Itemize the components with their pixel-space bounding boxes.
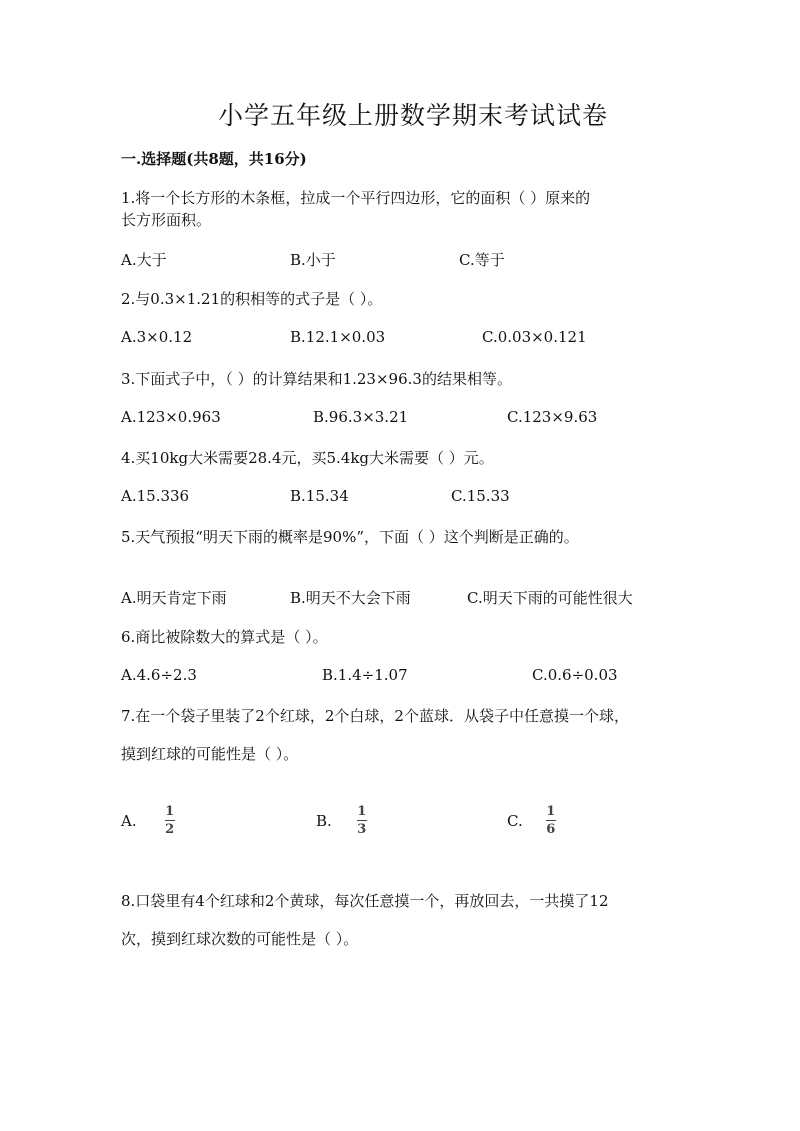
question-6-line-1: 6.商比被除数大的算式是（ ）。: [121, 628, 328, 646]
fraction-numerator: 1: [357, 804, 367, 819]
option-c-fraction: [546, 805, 556, 836]
question-2-option-a: A.3×0.12: [121, 328, 193, 346]
fraction-bar: [357, 820, 367, 821]
question-4-line-1: 4.买10kg大米需要28.4元，买5.4kg大米需要（ ）元。: [121, 449, 494, 467]
question-6-option-c: C.0.6÷0.03: [532, 666, 618, 684]
question-7-option-a: [121, 805, 175, 836]
question-2-option-b: B.12.1×0.03: [290, 328, 386, 346]
question-3-option-a: A.123×0.963: [121, 408, 221, 426]
question-6-option-a: A.4.6÷2.3: [121, 666, 197, 684]
question-7-option-c: [507, 805, 556, 836]
option-a-label: A.: [121, 811, 137, 830]
question-1-option-c: C.等于: [459, 251, 505, 269]
page-title: 小学五年级上册数学期末考试试卷: [218, 101, 609, 130]
section-heading: 一.选择题(共8题，共16分): [121, 150, 307, 168]
option-a-fraction: [165, 805, 175, 836]
question-1-option-b: B.小于: [290, 251, 336, 269]
question-5-line-1: 5.天气预报“明天下雨的概率是90%”，下面（ ）这个判断是正确的。: [121, 528, 579, 546]
fraction-bar: [165, 820, 175, 821]
question-7-line-1: 7.在一个袋子里装了2个红球，2个白球，2个蓝球．从袋子中任意摸一个球，: [121, 707, 629, 725]
option-c-label: C.: [507, 811, 523, 830]
question-3-option-c: C.123×9.63: [507, 408, 598, 426]
question-1-line-1: 1.将一个长方形的木条框，拉成一个平行四边形，它的面积（ ）原来的: [121, 189, 591, 207]
fraction-bar: [546, 820, 556, 821]
question-5-option-b: B.明天不大会下雨: [290, 589, 411, 607]
fraction-denominator: 3: [357, 822, 367, 837]
question-1-option-a: A.大于: [121, 251, 167, 269]
question-4-option-c: C.15.33: [451, 487, 510, 505]
question-2-line-1: 2.与0.3×1.21的积相等的式子是（ ）。: [121, 290, 383, 308]
question-7-option-b: [316, 805, 367, 836]
option-b-fraction: [357, 805, 367, 836]
question-1-line-2: 长方形面积。: [121, 211, 212, 229]
question-2-option-c: C.0.03×0.121: [482, 328, 587, 346]
fraction-denominator: 2: [165, 822, 175, 837]
question-8-line-2: 次，摸到红球次数的可能性是（ ）。: [121, 930, 359, 948]
fraction-numerator: 1: [165, 804, 175, 819]
question-4-option-a: A.15.336: [121, 487, 190, 505]
fraction-numerator: 1: [546, 804, 556, 819]
question-3-option-b: B.96.3×3.21: [313, 408, 409, 426]
option-b-label: B.: [316, 811, 332, 830]
question-3-line-1: 3.下面式子中，（ ）的计算结果和1.23×96.3的结果相等。: [121, 370, 512, 388]
question-4-option-b: B.15.34: [290, 487, 349, 505]
fraction-denominator: 6: [546, 822, 556, 837]
question-7-line-2: 摸到红球的可能性是（ ）。: [121, 745, 299, 763]
question-6-option-b: B.1.4÷1.07: [322, 666, 408, 684]
question-5-option-c: C.明天下雨的可能性很大: [467, 589, 633, 607]
question-5-option-a: A.明天肯定下雨: [121, 589, 227, 607]
question-8-line-1: 8.口袋里有4个红球和2个黄球，每次任意摸一个，再放回去，一共摸了12: [121, 892, 609, 910]
